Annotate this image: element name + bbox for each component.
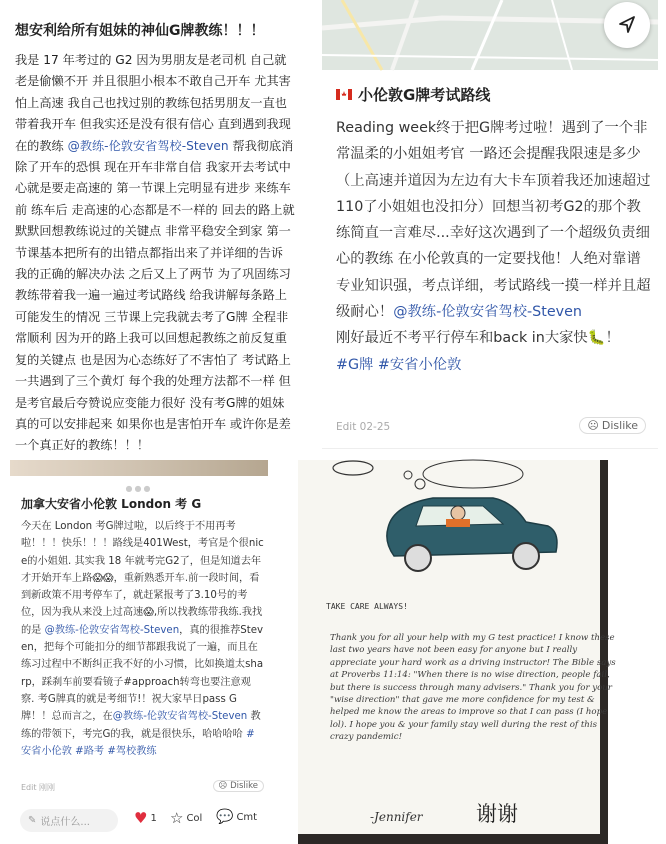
collect-button[interactable] bbox=[170, 809, 202, 827]
post-text: 我是 17 年考过的 G2 因为男朋友是老司机 自己就老是偷懒不开 并且很胆小根本不敢自己开车 尤其害怕上高速 我自己也找过别的教练包括男朋友一直也带着我开车 但我实还是没有很有信心 直到遇到我现在的教练 bbox=[15, 53, 291, 153]
dislike-button[interactable] bbox=[213, 780, 265, 792]
post-card-1[interactable] bbox=[0, 0, 310, 460]
scared-emoji-icon: 😱😱 bbox=[92, 572, 114, 584]
comment-bubble-icon: 💬 bbox=[216, 809, 234, 825]
signature: -Jennifer bbox=[370, 810, 423, 824]
comment-label: Cmt bbox=[236, 811, 258, 823]
dislike-label: Dislike bbox=[230, 781, 258, 791]
like-button[interactable] bbox=[134, 809, 157, 827]
post-title: 小伦敦G牌考试路线 bbox=[358, 86, 491, 104]
like-count: 1 bbox=[150, 812, 157, 824]
handwritten-letter: Thank you for all your help with my G test practice! I know these last two years have not been easy for anyone but I really appreciate your hard work as a driving instructor! The Bible says at Proverbs 11:14: "When there is no wise direction, people fail, but there is success through many advisers." Thank you for your "wise direction" that gave me more confidence for my test & helped me know the areas to improve so that I can pass (I hope lol). I hope you & your family stay well during the rest of this crazy pandemic! bbox=[330, 633, 616, 743]
post-text: 刚好最近不考平行停车和back in大家快 bbox=[336, 330, 588, 347]
coach-mention-link[interactable]: @教练-伦敦安省驾校-Steven bbox=[44, 624, 180, 636]
navigation-arrow-icon bbox=[617, 15, 637, 35]
collect-label: Col bbox=[186, 812, 203, 824]
coach-mention-link[interactable]: @教练-伦敦安省驾校-Steven bbox=[393, 304, 582, 321]
coach-mention-link[interactable]: @教练-伦敦安省驾校-Steven bbox=[112, 711, 248, 723]
route-map[interactable] bbox=[322, 0, 658, 70]
image-pager-dots: ●●● bbox=[125, 484, 153, 493]
car-drawing bbox=[298, 460, 600, 600]
star-icon: ☆ bbox=[170, 809, 184, 827]
dislike-face-icon: ☹ bbox=[587, 419, 599, 432]
post-text: Reading week终于把G牌考过啦！遇到了一个非常温柔的小姐姐考官 一路还会提醒我限速是多少（上高速并道因为左边有大卡车顶着我还加速超过110了小姐姐也没扣分）回想当初考G2的那个教练简直一言难尽...幸好这次遇到了一个超级负责细心的教练 在小伦敦真的一定要找他！人绝对靠谱专业知识强，考点详细，考试路线一摸一样并且超级耐心！ bbox=[336, 120, 651, 321]
post-text: ，真的很推荐Steven，把每个可能扣分的细节都跟我说了一遍，而且在练习过程中不断纠正我不好的小习惯，比如换道太sharp，踩刹车前要看镜子#approach转弯也要注意观察. 考G牌真的就是考细节!！祝大家早日pass G牌！！总而言之，在 bbox=[21, 624, 264, 723]
post-title-row bbox=[336, 84, 490, 105]
post-body bbox=[21, 518, 264, 760]
coach-mention-link[interactable]: @教练-伦敦安省驾校-Steven bbox=[67, 138, 229, 153]
post-text: 帮我彻底消除了开车的恐惧 现在开车非常自信 我家开去考试中心就是要走高速的 第一节课上完明显有进步 来练车前 练车后 走高速的心态都是不一样的 回去的路上就默默回想教练说过的关键点 非常平稳安全到家 第一节课基本把所有的出错点都指出来了并详细的告诉我的正确的解决办法 之后又上了两节 为了巩固练习 教练带着我一遍一遍过考试路线 给我讲解每条路上可能发生的情况 三节课上完我就去考了G牌 全程非常顺利 因为开的路上我可以回想起教练之前反复重复的关键点 也是因为心态练好了不害怕了 考试路上一共遇到了三个黄灯 每个我的处理方法都不一样 但是考官最后夸赞说应变能力很好 没有考G牌的姐妹 真的可以安排起来 如果你也是害怕开车 或许你是差一个真正好的教练！！！ bbox=[15, 138, 295, 453]
thanks-characters: 谢谢 bbox=[476, 802, 518, 826]
post-title: 想安利给所有姐妹的神仙G牌教练！！！ bbox=[15, 23, 265, 39]
post-text: 教练的带领下，考完G的我，就是很快乐，哈哈哈哈 bbox=[21, 711, 261, 740]
navigation-button[interactable] bbox=[604, 2, 650, 48]
post-text: ,所以找教练带我练.我找的是 bbox=[21, 607, 263, 636]
post-photo[interactable] bbox=[10, 460, 268, 476]
post-body: Reading week终于把G牌考过啦！遇到了一个非常温柔的小姐姐考官 一路还会提醒我限速是多少（上高速并道因为左边有大卡车顶着我还加速超过110了小姐姐也没扣分）回想当初考G2的那个教练简直一言难尽...幸好这次遇到了一个超级负责细心的教练 在小伦敦真的一定要找他！人绝对靠谱专业知识强，考点详细，考试路线一摸一样并且超级耐心！@教练-伦敦安省驾校-Steven 刚好最近不考平行停车和back in大家快🐛！ #G牌 #安省小伦敦 bbox=[336, 120, 651, 373]
pencil-icon: ✎ bbox=[28, 815, 37, 826]
comment-input[interactable] bbox=[20, 809, 118, 832]
edit-date: Edit 02-25 bbox=[336, 421, 391, 433]
action-bar bbox=[10, 803, 268, 837]
dislike-button[interactable] bbox=[579, 417, 646, 434]
caterpillar-emoji-icon: 🐛 bbox=[587, 330, 606, 347]
canada-flag-icon bbox=[336, 89, 352, 100]
post-body bbox=[15, 50, 295, 478]
comment-placeholder: 说点什么... bbox=[40, 817, 90, 828]
thank-you-card-photo[interactable] bbox=[298, 460, 616, 844]
post-card-3[interactable] bbox=[10, 460, 268, 844]
dislike-label: Dislike bbox=[601, 419, 638, 432]
comment-button[interactable] bbox=[216, 809, 257, 825]
dislike-face-icon: ☹ bbox=[218, 781, 228, 791]
post-title: 加拿大安省小伦敦 London 考 G bbox=[21, 497, 202, 511]
post-text: 今天在 London 考G牌过啦，以后终于不用再考啦！！！快乐！！！路线是401West，考官是个很nice的小姐姐. 其实我 18 年就考完G2了，但是知道去年才开始开车上路 bbox=[21, 521, 264, 584]
post-card-2[interactable] bbox=[322, 0, 658, 449]
post-text: ，重新熟悉开车.前一段时间，看到新政策不用考停车了，就赶紧报考了3.10号的考位，因为我从来没上过高速 bbox=[21, 572, 260, 619]
card-paper bbox=[298, 460, 616, 834]
post-tags[interactable]: #安省小伦敦 #路考 #驾校教练 bbox=[21, 728, 255, 757]
edit-date: Edit 刚刚 bbox=[21, 783, 56, 792]
take-care-note: TAKE CARE ALWAYS! bbox=[326, 602, 408, 611]
heart-icon: ♥ bbox=[134, 809, 148, 827]
scared-emoji-icon: 😱 bbox=[143, 607, 154, 619]
post-tags[interactable]: #G牌 #安省小伦敦 bbox=[336, 356, 462, 373]
